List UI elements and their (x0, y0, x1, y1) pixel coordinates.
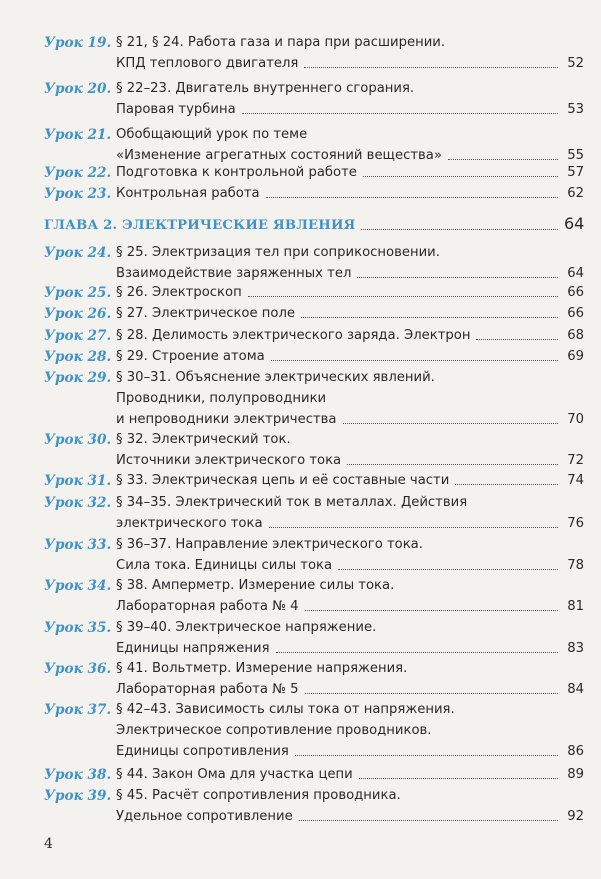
entry-title: электрического тока (116, 515, 263, 531)
lesson-label: Урок 23. (44, 186, 112, 202)
lesson-label: Урок 38. (44, 767, 112, 783)
dot-leader (299, 819, 558, 821)
lesson-label: Урок 36. (44, 661, 112, 677)
lesson-label: Урок 20. (44, 81, 112, 97)
lesson-label: Урок 28. (44, 349, 112, 365)
entry-title: «Изменение агрегатных состояний вещества» (116, 147, 442, 163)
entry-title: КПД теплового двигателя (116, 55, 299, 71)
entry-page: 84 (567, 681, 584, 697)
chapter-title: ГЛАВА 2. ЭЛЕКТРИЧЕСКИЕ ЯВЛЕНИЯ (44, 218, 356, 233)
lesson-label: Урок 25. (44, 285, 112, 301)
entry-title: Паровая турбина (116, 101, 236, 117)
entry-title: § 30–31. Объяснение электрических явлений. (116, 370, 435, 385)
entry-title: § 44. Закон Ома для участка цепи (116, 767, 353, 782)
entry-line (116, 558, 584, 573)
entry-page: 68 (567, 328, 584, 343)
lesson-label: Урок 26. (44, 306, 112, 322)
dot-leader (242, 112, 558, 114)
dot-leader (448, 158, 558, 160)
entry-page: 66 (567, 306, 584, 321)
entry-line (116, 81, 584, 96)
entry-title: § 33. Электрическая цепь и её составные части (116, 473, 450, 488)
entry-title: Сила тока. Единицы силы тока (116, 557, 333, 573)
entry-title: § 21, § 24. Работа газа и пара при расширении. (116, 35, 446, 50)
chapter-heading (44, 214, 584, 233)
entry-title: Источники электрического тока (116, 452, 342, 468)
entry-page: 76 (567, 515, 584, 531)
entry-title: § 38. Амперметр. Измерение силы тока. (116, 578, 395, 593)
dot-leader (304, 66, 558, 68)
dot-leader (295, 754, 558, 756)
dot-leader (276, 651, 558, 653)
entry-title: § 26. Электроскоп (116, 285, 242, 300)
entry-line (116, 620, 584, 635)
entry-line (116, 148, 584, 163)
entry-title: Удельное сопротивление (116, 808, 293, 824)
dot-leader (269, 526, 558, 528)
entry-line (116, 702, 584, 717)
entry-page: 86 (567, 743, 584, 759)
entry-line (116, 412, 584, 427)
lesson-label: Урок 27. (44, 328, 112, 344)
entry-line (116, 599, 584, 614)
dot-leader (357, 276, 558, 278)
lesson-label: Урок 21. (44, 127, 112, 143)
lesson-label: Урок 30. (44, 432, 112, 448)
dot-leader (305, 609, 558, 611)
entry-title: Контрольная работа (116, 186, 260, 201)
entry-page: 78 (567, 557, 584, 573)
entry-title: § 22–23. Двигатель внутреннего сгорания. (116, 81, 415, 96)
entry-title: § 39–40. Электрическое напряжение. (116, 620, 377, 635)
entry-page: 81 (567, 598, 584, 614)
lesson-label: Урок 35. (44, 620, 112, 636)
dot-leader (361, 228, 558, 230)
dot-leader (338, 568, 558, 570)
entry-page: 89 (567, 767, 584, 782)
entry-title: Взаимодействие заряженных тел (116, 265, 352, 281)
dot-leader (248, 295, 558, 297)
entry-title: § 34–35. Электрический ток в металлах. Действия (116, 495, 468, 510)
lesson-label: Урок 39. (44, 788, 112, 804)
entry-line (116, 578, 584, 593)
entry-page: 52 (567, 55, 584, 71)
entry-line (116, 186, 584, 201)
entry-line (116, 127, 584, 142)
lesson-label: Урок 33. (44, 537, 112, 553)
entry-title: Обобщающий урок по теме (116, 127, 308, 142)
entry-title: § 28. Делимость электрического заряда. Электрон (116, 328, 471, 343)
entry-title: § 29. Строение атома (116, 349, 265, 364)
entry-line (116, 516, 584, 531)
entry-title: Лабораторная работа № 5 (116, 681, 299, 697)
entry-page: 70 (567, 411, 584, 427)
entry-page: 92 (567, 808, 584, 824)
entry-line (116, 56, 584, 71)
dot-leader (343, 422, 559, 424)
lesson-label: Урок 32. (44, 495, 112, 511)
entry-title: § 25. Электризация тел при соприкосновении. (116, 245, 440, 260)
entry-page: 83 (567, 640, 584, 656)
entry-line (116, 641, 584, 656)
entry-line (116, 370, 584, 385)
entry-line (116, 661, 584, 676)
entry-line (116, 432, 584, 447)
entry-title: Единицы напряжения (116, 640, 270, 656)
entry-line (116, 102, 584, 117)
entry-title: Проводники, полупроводники (116, 390, 327, 406)
dot-leader (266, 196, 558, 198)
entry-title: § 41. Вольтметр. Измерение напряжения. (116, 661, 408, 676)
entry-title: § 45. Расчёт сопротивления проводника. (116, 788, 401, 803)
entry-line (116, 767, 584, 782)
dot-leader (476, 338, 558, 340)
entry-title: § 32. Электрический ток. (116, 432, 291, 447)
entry-line (116, 473, 584, 488)
dot-leader (271, 359, 558, 361)
entry-line (116, 165, 584, 180)
lesson-label: Урок 34. (44, 578, 112, 594)
dot-leader (305, 692, 558, 694)
dot-leader (301, 316, 558, 318)
entry-page: 74 (567, 473, 584, 488)
entry-title: Электрическое сопротивление проводников. (116, 722, 432, 738)
entry-page: 53 (567, 101, 584, 117)
entry-line (116, 285, 584, 300)
entry-line (116, 495, 584, 510)
entry-page: 64 (567, 265, 584, 281)
entry-title: Лабораторная работа № 4 (116, 598, 299, 614)
lesson-label: Урок 22. (44, 165, 112, 181)
entry-title: и непроводники электричества (116, 411, 337, 427)
entry-line (116, 391, 584, 406)
dot-leader (363, 175, 558, 177)
entry-line (116, 328, 584, 343)
entry-line (116, 245, 584, 260)
entry-line (116, 349, 584, 364)
entry-line (116, 809, 584, 824)
dot-leader (347, 463, 558, 465)
entry-line (116, 453, 584, 468)
entry-title: Подготовка к контрольной работе (116, 165, 357, 180)
entry-line (116, 723, 584, 738)
entry-page: 72 (567, 452, 584, 468)
entry-title: § 42–43. Зависимость силы тока от напряжения. (116, 702, 455, 717)
dot-leader (359, 777, 558, 779)
entry-title: § 27. Электрическое поле (116, 306, 296, 321)
lesson-label: Урок 37. (44, 702, 112, 718)
entry-title: Единицы сопротивления (116, 743, 289, 759)
lesson-label: Урок 31. (44, 473, 112, 489)
lesson-label: Урок 19. (44, 35, 112, 51)
entry-page: 66 (567, 285, 584, 300)
entry-line (116, 744, 584, 759)
entry-page: 57 (567, 165, 584, 180)
dot-leader (455, 483, 558, 485)
entry-line (116, 266, 584, 281)
entry-line (116, 682, 584, 697)
entry-line (116, 537, 584, 552)
chapter-page: 64 (564, 214, 585, 233)
page-number: 4 (44, 836, 53, 852)
lesson-label: Урок 24. (44, 245, 112, 261)
lesson-label: Урок 29. (44, 370, 112, 386)
entry-page: 55 (567, 147, 584, 163)
entry-line (116, 35, 584, 50)
entry-line (116, 788, 584, 803)
entry-page: 69 (567, 349, 584, 364)
entry-page: 62 (567, 186, 584, 201)
entry-title: § 36–37. Направление электрического тока. (116, 537, 423, 552)
entry-line (116, 306, 584, 321)
